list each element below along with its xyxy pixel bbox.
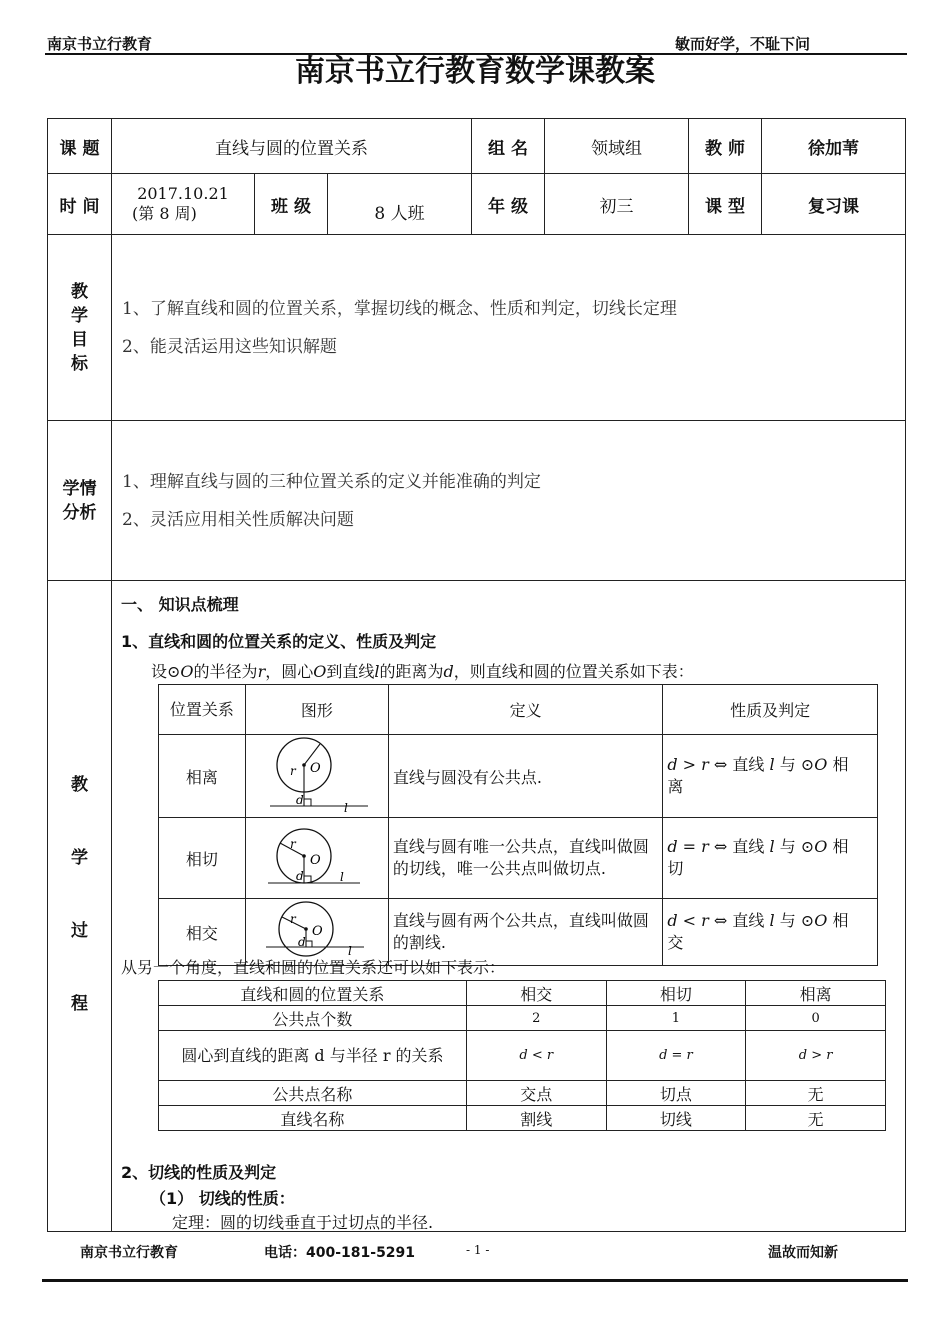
svg-text:l: l [343,801,348,813]
footer-motto: 温故而知新 [768,1245,838,1261]
cmp-cell: d < r [466,1031,606,1081]
rel-definition: 直线与圆没有公共点. [388,735,663,818]
figure-separate [245,735,388,818]
page-title: 南京书立行教育数学课教案 [295,54,655,89]
svg-text:O: O [311,924,323,939]
footer-phone: 电话：400-181-5291 [264,1245,416,1261]
cmp-cell: 1 [606,1006,746,1031]
rel-header: 图形 [245,685,388,735]
cmp-cell: 割线 [466,1106,606,1131]
grade-label: 年 级 [472,174,545,235]
footer-page: - 1 - [466,1243,490,1257]
svg-text:l: l [347,944,352,958]
topic-label: 课 题 [48,119,112,174]
footer-rule [42,1279,908,1282]
cmp-cell: d = r [606,1031,746,1081]
intersect-figure-svg [250,899,384,961]
svg-text:r: r [289,912,296,926]
tangent-figure-svg [250,818,384,894]
cmp-cell: 2 [466,1006,606,1031]
cmp-cell: 无 [746,1081,886,1106]
cmp-cell: 切点 [606,1081,746,1106]
subsection-heading: 1、直线和圆的位置关系的定义、性质及判定 [121,632,437,651]
rel-condition: d < r ⇔ 直线 l 与 ⊙O 相 交 [663,899,878,966]
goals-label: 教 学 目 标 [48,235,112,421]
time-label: 时 间 [48,174,112,235]
figure-tangent [245,818,388,899]
rel-name: 相切 [159,818,246,899]
svg-text:O: O [309,853,321,868]
analysis-item: 1、理解直线与圆的三种位置关系的定义并能准确的判定 [122,471,541,492]
subsection2-1-heading: （1） 切线的性质： [150,1189,295,1208]
rel-header: 性质及判定 [663,685,878,735]
rel-header: 位置关系 [159,685,246,735]
svg-text:d: d [295,869,304,883]
rel-condition: d = r ⇔ 直线 l 与 ⊙O 相 切 [663,818,878,899]
rel-definition: 直线与圆有唯一公共点，直线叫做圆的切线，唯一公共点叫做切点. [388,818,663,899]
cmp-header: 直线和圆的位置关系 [159,981,467,1006]
goal-item: 2、能灵活运用这些知识解题 [122,336,337,357]
svg-text:d: d [295,793,304,807]
grade-value: 初三 [545,174,689,235]
section-heading: 一、 知识点梳理 [121,595,239,614]
group-value: 领域组 [545,119,689,174]
type-label: 课 型 [689,174,762,235]
alt-intro: 从另一个角度，直线和圆的位置关系还可以如下表示： [121,958,506,977]
process-label: 教 学 过 程 [48,581,112,1232]
goal-item: 1、了解直线和圆的位置关系，掌握切线的概念、性质和判定，切线长定理 [122,298,677,319]
cmp-header: 相切 [606,981,746,1006]
cmp-cell: d > r [746,1031,886,1081]
class-label: 班 级 [255,174,328,235]
week-value: (第 8 周) [132,204,197,223]
cmp-cell: 切线 [606,1106,746,1131]
type-value: 复习课 [762,174,906,235]
theorem-text: 定理：圆的切线垂直于过切点的半径. [172,1213,434,1232]
svg-text:O: O [309,761,321,776]
date-cell [112,174,255,235]
svg-text:r: r [289,837,296,851]
cmp-cell: 圆心到直线的距离 d 与半径 r 的关系 [159,1031,467,1081]
footer-org: 南京书立行教育 [80,1245,178,1261]
rel-condition: d > r ⇔ 直线 l 与 ⊙O 相 离 [663,735,878,818]
separate-figure-svg [250,735,384,813]
class-value: 8 人班 [328,174,472,235]
group-label: 组 名 [472,119,545,174]
svg-text:d: d [297,935,306,949]
cmp-cell: 公共点个数 [159,1006,467,1031]
analysis-item: 2、灵活应用相关性质解决问题 [122,509,354,530]
intro-text: 设⊙O的半径为r，圆心O到直线l的距离为d，则直线和圆的位置关系如下表： [151,662,694,681]
cmp-header: 相离 [746,981,886,1006]
rel-name: 相交 [159,899,246,966]
cmp-cell: 直线名称 [159,1106,467,1131]
teacher-value: 徐加苇 [762,119,906,174]
subsection2-heading: 2、切线的性质及判定 [121,1163,277,1182]
rel-header: 定义 [388,685,663,735]
rel-name: 相离 [159,735,246,818]
teacher-label: 教 师 [689,119,762,174]
cmp-header: 相交 [466,981,606,1006]
cmp-cell: 0 [746,1006,886,1031]
cmp-cell: 无 [746,1106,886,1131]
relation-table [158,684,878,966]
header-right: 敏而好学，不耻下问 [675,35,811,53]
cmp-cell: 公共点名称 [159,1081,467,1106]
svg-text:l: l [339,870,344,884]
comparison-table [158,980,886,1131]
goals-content [112,235,906,421]
date-value: 2017.10.21 [137,184,229,203]
svg-text:r: r [289,764,296,778]
topic-value: 直线与圆的位置关系 [112,119,472,174]
analysis-content [112,421,906,581]
cmp-cell: 交点 [466,1081,606,1106]
analysis-label: 学情 分析 [48,421,112,581]
header-left: 南京书立行教育 [47,35,153,53]
rel-definition: 直线与圆有两个公共点，直线叫做圆的割线. [388,899,663,966]
